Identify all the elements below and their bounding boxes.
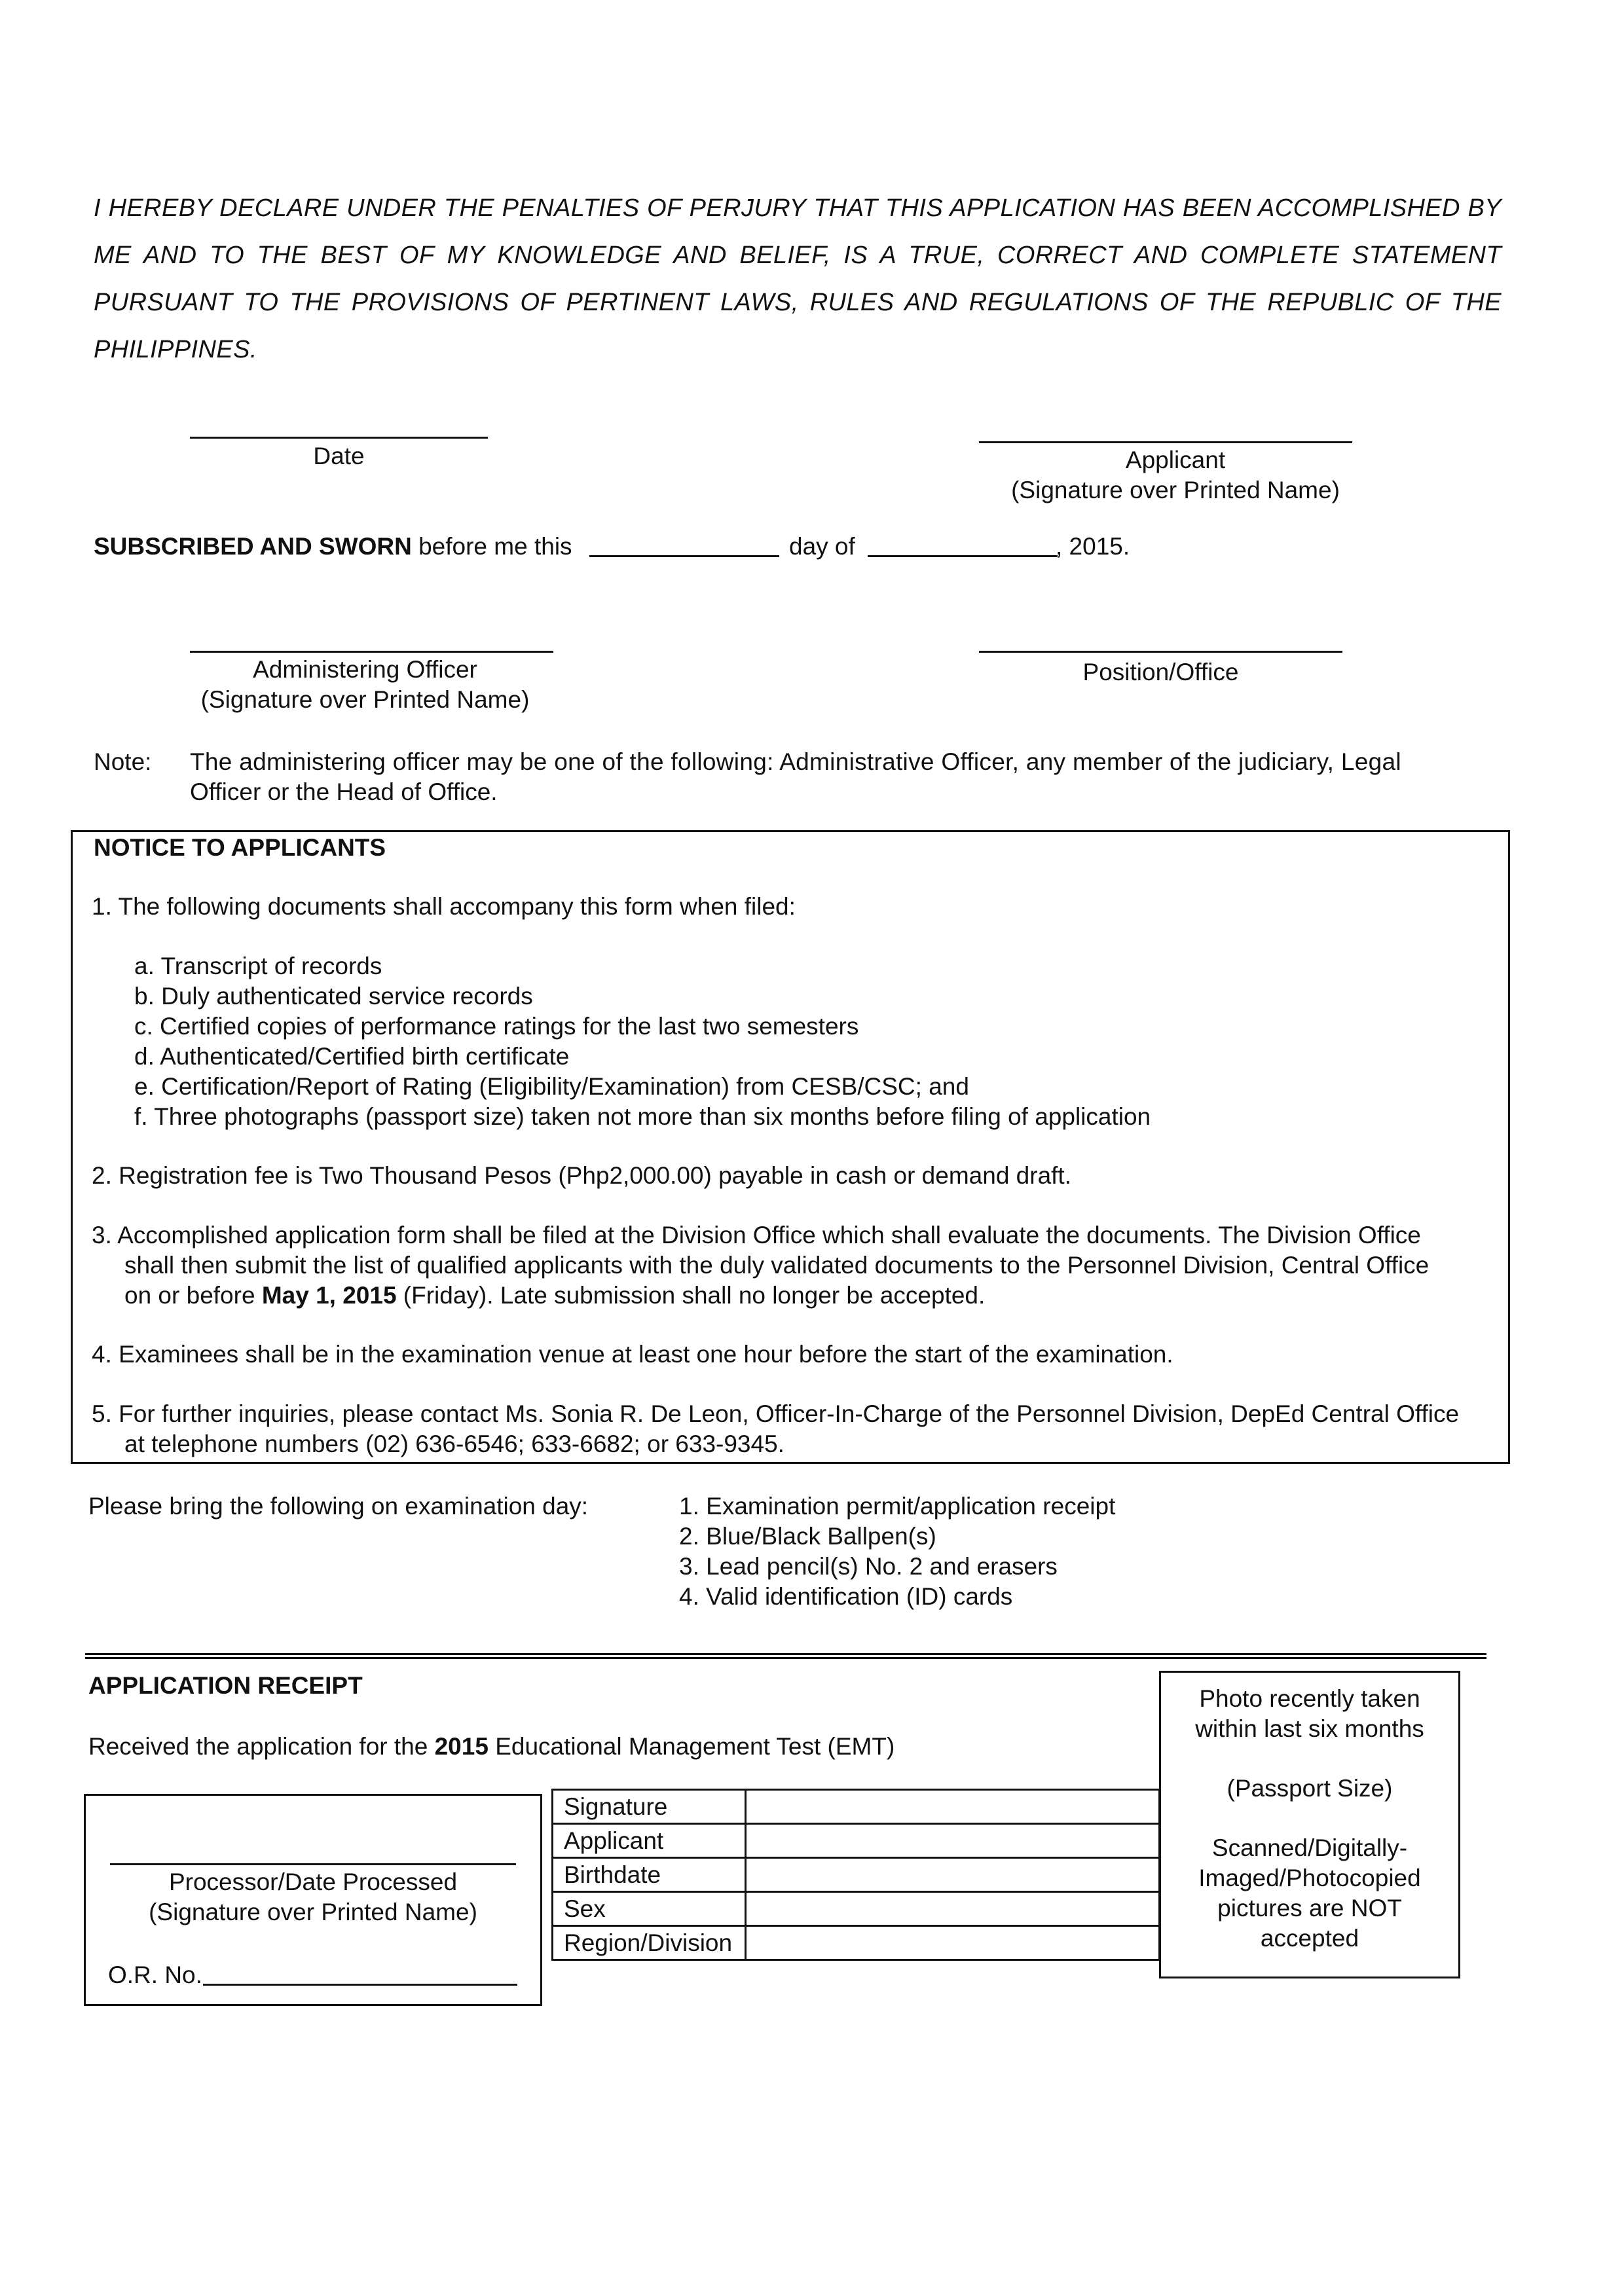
bring-item-4: 4. Valid identification (ID) cards <box>679 1583 1013 1610</box>
or-no-label: O.R. No. <box>108 1961 202 1988</box>
row-value-cell[interactable] <box>746 1926 1160 1960</box>
table-row <box>553 1790 1160 1824</box>
sworn-day-line[interactable] <box>589 555 779 557</box>
photo-text-4: (Passport Size) <box>1227 1775 1393 1802</box>
notice-doc-f: f. Three photographs (passport size) taken not more than six months before filing of application <box>134 1103 1151 1130</box>
note-line-1: The administering officer may be one of the following: Administrative Officer, any member of the judiciary, Legal <box>190 748 1401 775</box>
notice-item-3-line-1: 3. Accomplished application form shall be filed at the Division Office which shall evaluate the documents. The Division Office <box>92 1222 1421 1248</box>
photo-text-2: within last six months <box>1195 1715 1424 1742</box>
received-suffix: Educational Management Test (EMT) <box>488 1733 895 1760</box>
row-value-cell[interactable] <box>746 1790 1160 1824</box>
notice-doc-b: b. Duly authenticated service records <box>134 983 533 1010</box>
row-label: Region/Division <box>553 1926 746 1960</box>
perjury-declaration: I HEREBY DECLARE UNDER THE PENALTIES OF PERJURY THAT THIS APPLICATION HAS BEEN ACCOMPLISHED BY ME AND TO THE BEST OF MY KNOWLEDGE AND BELIEF, IS A TRUE, CORRECT AND COMPLETE STATEMENT PURSUANT TO THE PROVISIONS OF PERTINENT LAWS, RULES AND REGULATIONS OF THE REPUBLIC OF THE PHILIPPINES. <box>94 194 1502 363</box>
processor-label: Processor/Date Processed <box>168 1868 458 1895</box>
photo-text-9: accepted <box>1260 1925 1359 1952</box>
cut-separator <box>85 1653 1486 1659</box>
photo-text-6: Scanned/Digitally- <box>1211 1834 1408 1861</box>
position-label: Position/Office <box>1082 659 1239 685</box>
receipt-details-table <box>551 1789 1160 1961</box>
notice-item-3-line-3 <box>124 1281 985 1311</box>
item3-suffix: (Friday). Late submission shall no longer be accepted. <box>396 1282 986 1309</box>
sworn-statement <box>94 532 572 562</box>
sworn-year: , 2015. <box>1056 533 1130 560</box>
position-line[interactable] <box>979 651 1342 653</box>
item3-deadline: May 1, 2015 <box>261 1282 397 1309</box>
photo-text-1: Photo recently taken <box>1199 1685 1420 1712</box>
notice-doc-c: c. Certified copies of performance ratings for the last two semesters <box>134 1013 859 1040</box>
notice-item-5-line-2: at telephone numbers (02) 636-6546; 633-6682; or 633-9345. <box>124 1430 784 1457</box>
receipt-received-text <box>88 1732 895 1762</box>
bring-label: Please bring the following on examination day: <box>88 1493 589 1520</box>
row-label: Sex <box>553 1892 746 1926</box>
officer-signature-line[interactable] <box>190 651 553 653</box>
notice-doc-d: d. Authenticated/Certified birth certificate <box>134 1043 570 1070</box>
note-line-2: Officer or the Head of Office. <box>190 778 498 805</box>
applicant-sublabel: (Signature over Printed Name) <box>1011 477 1340 503</box>
row-label: Applicant <box>553 1824 746 1858</box>
sworn-day-of: day of <box>789 533 855 560</box>
photo-text-7: Imaged/Photocopied <box>1198 1865 1421 1891</box>
row-value-cell[interactable] <box>746 1892 1160 1926</box>
received-year: 2015 <box>434 1733 489 1760</box>
bring-item-2: 2. Blue/Black Ballpen(s) <box>679 1523 936 1550</box>
photo-text-8: pictures are NOT <box>1217 1895 1402 1922</box>
notice-item-2: 2. Registration fee is Two Thousand Pesos (Php2,000.00) payable in cash or demand draft. <box>92 1162 1071 1189</box>
notice-item-1: 1. The following documents shall accompany this form when filed: <box>92 893 796 920</box>
sworn-bold: SUBSCRIBED AND SWORN <box>94 533 412 560</box>
bring-item-3: 3. Lead pencil(s) No. 2 and erasers <box>679 1553 1058 1580</box>
row-label: Birthdate <box>553 1858 746 1892</box>
notice-item-3-line-2: shall then submit the list of qualified applicants with the duly validated documents to the Personnel Division, Central Office <box>124 1252 1430 1279</box>
item3-prefix: on or before <box>124 1282 262 1309</box>
received-prefix: Received the application for the <box>88 1733 435 1760</box>
table-row <box>553 1892 1160 1926</box>
notice-item-5-line-1: 5. For further inquiries, please contact Ms. Sonia R. De Leon, Officer-In-Charge of the Personnel Division, DepEd Central Office <box>92 1400 1460 1427</box>
notice-doc-a: a. Transcript of records <box>134 953 382 979</box>
applicant-signature-line[interactable] <box>979 441 1352 443</box>
table-row <box>553 1824 1160 1858</box>
sworn-before: before me this <box>418 533 572 560</box>
or-no-line[interactable] <box>203 1984 517 1986</box>
applicant-label: Applicant <box>1125 446 1226 473</box>
row-label: Signature <box>553 1790 746 1824</box>
notice-doc-e: e. Certification/Report of Rating (Eligibility/Examination) from CESB/CSC; and <box>134 1073 969 1100</box>
table-row <box>553 1858 1160 1892</box>
bring-item-1: 1. Examination permit/application receipt <box>679 1493 1116 1520</box>
receipt-title: APPLICATION RECEIPT <box>88 1672 363 1699</box>
row-value-cell[interactable] <box>746 1858 1160 1892</box>
notice-item-4: 4. Examinees shall be in the examination venue at least one hour before the start of the examination. <box>92 1341 1173 1368</box>
processor-signature-line[interactable] <box>110 1863 516 1865</box>
notice-title: NOTICE TO APPLICANTS <box>94 834 386 861</box>
table-row <box>553 1926 1160 1960</box>
sworn-month-line[interactable] <box>868 555 1058 557</box>
date-line[interactable] <box>190 437 488 439</box>
officer-label: Administering Officer <box>253 656 477 683</box>
note-label: Note: <box>94 748 152 775</box>
date-label: Date <box>313 443 365 469</box>
processor-sublabel: (Signature over Printed Name) <box>149 1899 477 1925</box>
officer-sublabel: (Signature over Printed Name) <box>200 686 530 713</box>
row-value-cell[interactable] <box>746 1824 1160 1858</box>
